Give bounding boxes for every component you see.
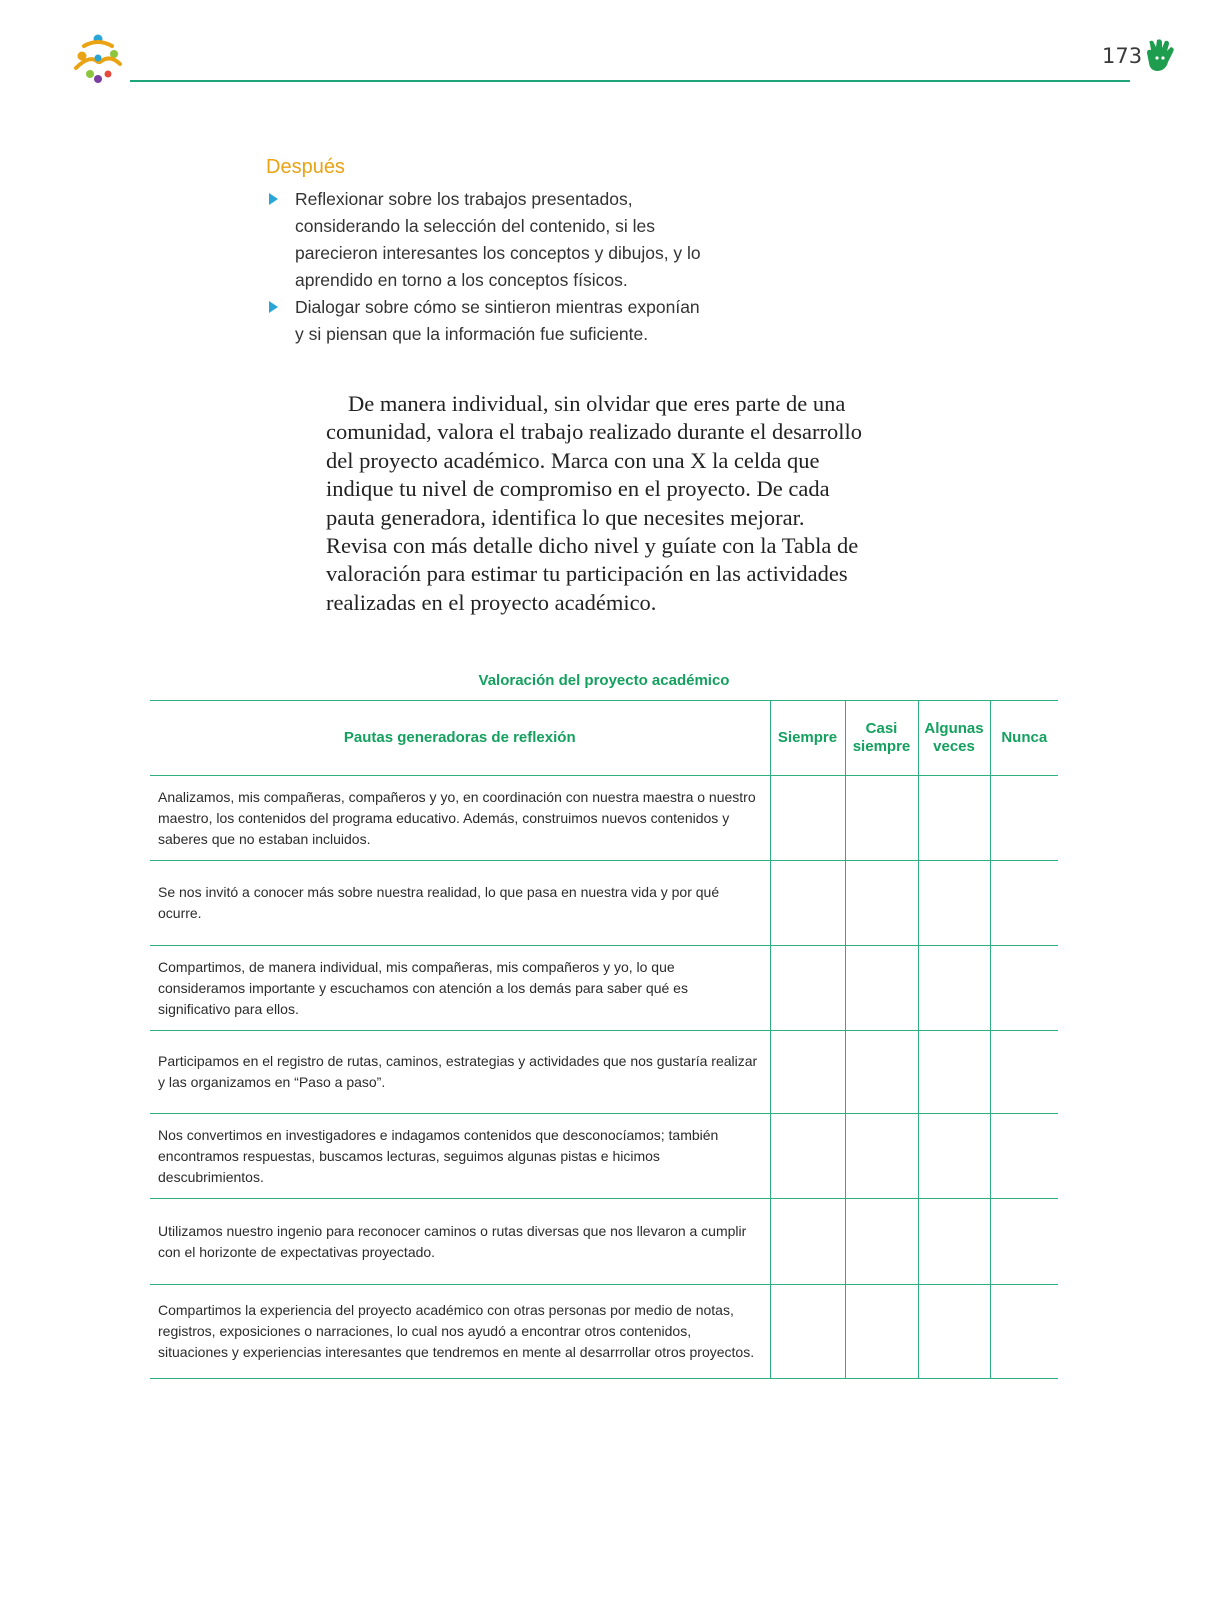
cell-nunca[interactable] <box>990 776 1058 861</box>
cell-siempre[interactable] <box>770 1285 845 1379</box>
section-heading: Después <box>266 156 345 178</box>
header-siempre: Siempre <box>770 701 845 776</box>
header-algunas-veces-line2: veces <box>933 738 975 755</box>
triangle-bullet-icon <box>269 301 278 313</box>
cell-algunas-veces[interactable] <box>918 776 990 861</box>
bullet-list <box>266 186 706 348</box>
intro-paragraph: De manera individual, sin olvidar que eres parte de una comunidad, valora el trabajo realizado durante el desarrollo del proyecto académico. Marca con una X la celda que indique tu nivel de compromiso en el proyecto. De cada pauta generadora, identifica lo que necesites mejorar. Revisa con más detalle dicho nivel y guíate con la Tabla de valoración para estimar tu participación en las actividades realizadas en el proyecto académico. <box>326 391 863 615</box>
pauta-text: Analizamos, mis compañeras, compañeros y yo, en coordinación con nuestra maestra o nuestro maestro, los contenidos del programa educativo. Además, construimos nuevos contenidos y saberes que no estaban incluidos. <box>150 776 770 861</box>
cell-casi-siempre[interactable] <box>845 1114 918 1199</box>
bullet-text: Reflexionar sobre los trabajos presentados, considerando la selección del contenido, si les parecieron interesantes los conceptos y dibujos, y lo aprendido en torno a los conceptos físicos. <box>295 189 701 290</box>
cell-siempre[interactable] <box>770 1031 845 1114</box>
table-header-row <box>150 701 1058 776</box>
header-pautas: Pautas generadoras de reflexión <box>150 701 770 776</box>
cell-siempre[interactable] <box>770 776 845 861</box>
cell-algunas-veces[interactable] <box>918 1114 990 1199</box>
cell-nunca[interactable] <box>990 1199 1058 1285</box>
cell-casi-siempre[interactable] <box>845 861 918 946</box>
header-casi-siempre <box>845 701 918 776</box>
cell-nunca[interactable] <box>990 1114 1058 1199</box>
cell-casi-siempre[interactable] <box>845 776 918 861</box>
table-row <box>150 1114 1058 1199</box>
pauta-text: Utilizamos nuestro ingenio para reconocer caminos o rutas diversas que nos llevaron a cumplir con el horizonte de expectativas proyectado. <box>150 1199 770 1285</box>
list-item <box>266 294 706 348</box>
cell-nunca[interactable] <box>990 946 1058 1031</box>
table-row <box>150 1199 1058 1285</box>
cell-siempre[interactable] <box>770 946 845 1031</box>
header-algunas-veces-line1: Algunas <box>924 720 984 737</box>
header-rule <box>130 80 1130 82</box>
table-row <box>150 776 1058 861</box>
table-title: Valoración del proyecto académico <box>478 672 730 689</box>
cell-casi-siempre[interactable] <box>845 1031 918 1114</box>
pauta-text: Participamos en el registro de rutas, caminos, estrategias y actividades que nos gustaría realizar y las organizamos en “Paso a paso”. <box>150 1031 770 1114</box>
cell-siempre[interactable] <box>770 861 845 946</box>
header-casi-siempre-line1: Casi <box>865 720 898 737</box>
cell-siempre[interactable] <box>770 1199 845 1285</box>
triangle-bullet-icon <box>269 193 278 205</box>
pauta-text: Compartimos, de manera individual, mis compañeras, mis compañeros y yo, lo que consideramos importante y escuchamos con atención a los demás para saber qué es significativo para ellos. <box>150 946 770 1031</box>
cell-casi-siempre[interactable] <box>845 1199 918 1285</box>
cell-algunas-veces[interactable] <box>918 1031 990 1114</box>
bullet-text: Dialogar sobre cómo se sintieron mientras exponían y si piensan que la información fue suficiente. <box>295 297 700 344</box>
cell-algunas-veces[interactable] <box>918 946 990 1031</box>
cell-algunas-veces[interactable] <box>918 1199 990 1285</box>
pauta-text: Nos convertimos en investigadores e indagamos contenidos que desconocíamos; también encontramos respuestas, buscamos lecturas, seguimos algunas pistas e hicimos descubrimientos. <box>150 1114 770 1199</box>
cell-nunca[interactable] <box>990 1031 1058 1114</box>
cell-nunca[interactable] <box>990 1285 1058 1379</box>
cell-casi-siempre[interactable] <box>845 1285 918 1379</box>
cell-algunas-veces[interactable] <box>918 1285 990 1379</box>
cell-nunca[interactable] <box>990 861 1058 946</box>
cell-algunas-veces[interactable] <box>918 861 990 946</box>
cell-siempre[interactable] <box>770 1114 845 1199</box>
pauta-text: Compartimos la experiencia del proyecto académico con otras personas por medio de notas, registros, exposiciones o narraciones, lo cual nos ayudó a encontrar otros contenidos, situaciones y experiencias interesantes que tendremos en mente al desarrrollar otros proyectos. <box>150 1285 770 1379</box>
table-row <box>150 861 1058 946</box>
page-number: 173 <box>1102 44 1143 68</box>
list-item <box>266 186 706 294</box>
table-row <box>150 1285 1058 1379</box>
table-row <box>150 946 1058 1031</box>
table-row <box>150 1031 1058 1114</box>
colorful-figures-logo-icon <box>70 32 126 84</box>
green-hand-icon <box>1144 38 1176 74</box>
pauta-text: Se nos invitó a conocer más sobre nuestra realidad, lo que pasa en nuestra vida y por qué ocurre. <box>150 861 770 946</box>
header-nunca: Nunca <box>990 701 1058 776</box>
cell-casi-siempre[interactable] <box>845 946 918 1031</box>
header-algunas-veces <box>918 701 990 776</box>
assessment-table <box>150 700 1058 1379</box>
header-casi-siempre-line2: siempre <box>852 738 911 755</box>
